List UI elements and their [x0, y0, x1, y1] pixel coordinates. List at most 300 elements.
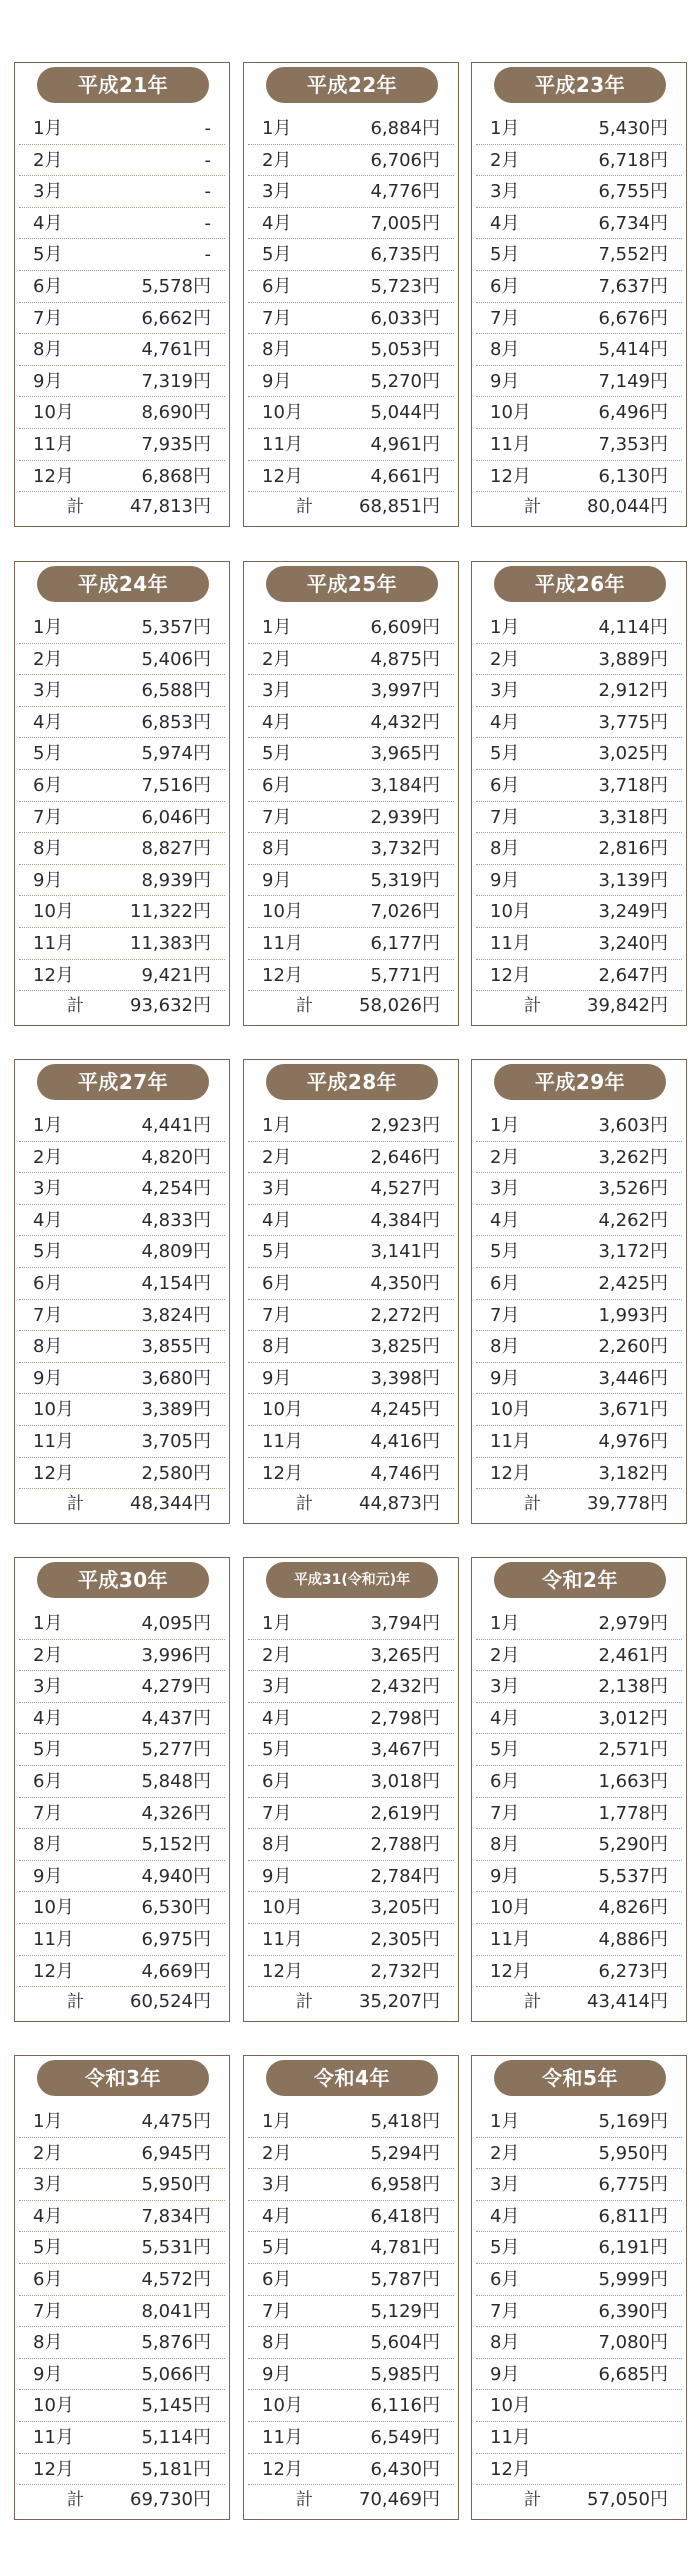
year-table [243, 62, 459, 527]
month-row [19, 896, 225, 928]
month-label: 9月 [490, 869, 520, 891]
month-label: 6月 [490, 275, 520, 297]
month-value: 3,398円 [370, 1367, 440, 1389]
month-value: 3,680円 [141, 1367, 211, 1389]
month-value: 3,018円 [370, 1770, 440, 1792]
month-row [476, 2359, 682, 2391]
month-label: 8月 [262, 339, 292, 361]
month-label: 12月 [262, 2458, 303, 2480]
month-row [248, 2296, 454, 2328]
month-label: 12月 [490, 1462, 531, 1484]
year-total-row [472, 1489, 686, 1519]
month-value: 2,272円 [370, 1304, 440, 1326]
month-label: 9月 [262, 869, 292, 891]
month-row [248, 1110, 454, 1142]
month-row [19, 1640, 225, 1672]
month-row [248, 1142, 454, 1174]
month-label: 12月 [33, 465, 74, 487]
month-row [19, 1394, 225, 1426]
month-row [476, 2106, 682, 2138]
month-row [19, 113, 225, 145]
month-value: 7,637円 [598, 275, 668, 297]
month-label: 12月 [262, 1462, 303, 1484]
year-table [243, 1059, 459, 1524]
month-label: 4月 [262, 212, 292, 234]
month-row [476, 960, 682, 992]
month-row [19, 707, 225, 739]
month-value: 5,414円 [598, 339, 668, 361]
month-label: 4月 [33, 711, 63, 733]
month-label: 2月 [490, 1146, 520, 1168]
month-value: 6,706円 [370, 149, 440, 171]
month-row [248, 2327, 454, 2359]
total-label: 計 [67, 996, 84, 1016]
month-label: 5月 [490, 2237, 520, 2259]
month-row [248, 802, 454, 834]
month-row [248, 865, 454, 897]
year-total-row [244, 1489, 458, 1519]
month-label: 6月 [33, 774, 63, 796]
month-row [476, 1363, 682, 1395]
month-value: 4,254円 [141, 1178, 211, 1200]
month-row [19, 303, 225, 335]
month-value: 7,149円 [598, 370, 668, 392]
month-row [476, 1608, 682, 1640]
year-table [14, 62, 230, 527]
month-label: 3月 [33, 2174, 63, 2196]
total-label: 計 [524, 1992, 541, 2012]
month-label: 6月 [33, 1770, 63, 1792]
month-rows [472, 612, 686, 991]
month-row [476, 1703, 682, 1735]
month-label: 10月 [490, 2395, 531, 2417]
month-row [476, 865, 682, 897]
month-label: 5月 [490, 743, 520, 765]
month-row [476, 2296, 682, 2328]
year-header-pill: 平成23年 [494, 67, 666, 103]
month-value: 6,390円 [598, 2300, 668, 2322]
year-table [471, 1557, 687, 2022]
month-label: 9月 [33, 1367, 63, 1389]
month-label: 8月 [33, 339, 63, 361]
month-row [248, 644, 454, 676]
total-label: 計 [296, 996, 313, 1016]
total-value: 60,524円 [130, 1991, 211, 2012]
month-label: 6月 [262, 774, 292, 796]
month-row [248, 1363, 454, 1395]
month-row [19, 1426, 225, 1458]
month-row [476, 1268, 682, 1300]
month-value: 3,249円 [598, 901, 668, 923]
month-label: 12月 [490, 465, 531, 487]
month-label: 1月 [490, 1115, 520, 1136]
month-label: 4月 [490, 2205, 520, 2227]
month-value: 5,169円 [598, 2111, 668, 2132]
month-value: - [204, 244, 211, 266]
month-value: 2,260円 [598, 1336, 668, 1358]
month-value: 6,530円 [141, 1897, 211, 1919]
month-row [19, 1829, 225, 1861]
month-row [476, 2138, 682, 2170]
month-value: 5,152円 [141, 1834, 211, 1856]
month-row [476, 176, 682, 208]
month-value: 5,290円 [598, 1834, 668, 1856]
month-value: 5,129円 [370, 2300, 440, 2322]
month-label: 2月 [33, 1644, 63, 1666]
month-label: 6月 [262, 2268, 292, 2290]
month-row [19, 2169, 225, 2201]
month-value: 4,886円 [598, 1928, 668, 1950]
month-value: 3,775円 [598, 711, 668, 733]
month-value: 5,418円 [370, 2111, 440, 2132]
month-value: 4,572円 [141, 2268, 211, 2290]
month-row [476, 1956, 682, 1988]
month-value: 9,421円 [141, 964, 211, 986]
total-value: 39,778円 [587, 1493, 668, 1514]
month-label: 8月 [490, 838, 520, 860]
month-value: 6,191円 [598, 2237, 668, 2259]
month-row [248, 366, 454, 398]
month-value: 6,945円 [141, 2142, 211, 2164]
total-label: 計 [67, 497, 84, 517]
month-value: 4,833円 [141, 1209, 211, 1231]
month-row [476, 802, 682, 834]
month-row [476, 1829, 682, 1861]
month-label: 6月 [262, 1770, 292, 1792]
month-label: 11月 [262, 1928, 303, 1950]
month-label: 12月 [33, 2458, 74, 2480]
month-label: 10月 [262, 1897, 303, 1919]
month-row [248, 2201, 454, 2233]
month-row [248, 612, 454, 644]
month-row [19, 1892, 225, 1924]
month-value: 5,277円 [141, 1739, 211, 1761]
month-row [19, 865, 225, 897]
month-label: 4月 [262, 711, 292, 733]
month-label: 10月 [490, 901, 531, 923]
month-label: 9月 [262, 1367, 292, 1389]
month-value: 6,662円 [141, 307, 211, 329]
month-row [19, 2390, 225, 2422]
month-row [19, 334, 225, 366]
month-row [248, 145, 454, 177]
month-label: 5月 [262, 244, 292, 266]
month-value: 6,884円 [370, 118, 440, 139]
month-label: 11月 [490, 2426, 531, 2448]
total-value: 57,050円 [587, 2489, 668, 2510]
month-value: 5,044円 [370, 402, 440, 424]
month-row [476, 770, 682, 802]
year-total-row [472, 1987, 686, 2017]
month-value: 2,923円 [370, 1115, 440, 1136]
month-value: 4,940円 [141, 1865, 211, 1887]
total-value: 58,026円 [359, 995, 440, 1016]
month-value: - [204, 181, 211, 203]
month-label: 3月 [262, 1676, 292, 1698]
total-label: 計 [524, 497, 541, 517]
month-label: 9月 [33, 1865, 63, 1887]
month-row [19, 1268, 225, 1300]
month-row [19, 2232, 225, 2264]
month-row [248, 1458, 454, 1490]
month-value: 6,496円 [598, 402, 668, 424]
month-row [19, 1300, 225, 1332]
month-value: 4,976円 [598, 1430, 668, 1452]
month-row [19, 2138, 225, 2170]
month-row [476, 1892, 682, 1924]
month-value: 5,974円 [141, 743, 211, 765]
month-label: 6月 [490, 1770, 520, 1792]
month-label: 1月 [262, 2111, 292, 2132]
month-value: 4,961円 [370, 433, 440, 455]
month-row [19, 1608, 225, 1640]
month-value: 3,184円 [370, 774, 440, 796]
month-value: 5,787円 [370, 2268, 440, 2290]
month-label: 11月 [33, 1928, 74, 1950]
year-header-pill: 令和2年 [494, 1562, 666, 1598]
month-row [248, 1829, 454, 1861]
year-header-pill: 平成24年 [37, 566, 209, 602]
month-row [476, 707, 682, 739]
month-label: 3月 [262, 1178, 292, 1200]
year-header-pill: 平成27年 [37, 1064, 209, 1100]
year-table [14, 1059, 230, 1524]
month-row [248, 2454, 454, 2486]
month-label: 8月 [262, 1336, 292, 1358]
month-row [476, 303, 682, 335]
month-label: 1月 [33, 1613, 63, 1634]
month-row [19, 1703, 225, 1735]
month-label: 5月 [262, 743, 292, 765]
month-value: 7,834円 [141, 2205, 211, 2227]
month-value: 4,154円 [141, 1272, 211, 1294]
month-label: 11月 [33, 932, 74, 954]
month-label: 2月 [262, 1644, 292, 1666]
month-row [248, 896, 454, 928]
month-row [19, 1798, 225, 1830]
month-label: 3月 [33, 1178, 63, 1200]
month-row [476, 1236, 682, 1268]
month-row [248, 770, 454, 802]
month-label: 3月 [262, 181, 292, 203]
month-value: 5,537円 [598, 1865, 668, 1887]
month-value: 7,005円 [370, 212, 440, 234]
month-value: 3,182円 [598, 1462, 668, 1484]
month-value: 3,467円 [370, 1739, 440, 1761]
month-row [476, 1331, 682, 1363]
month-label: 7月 [262, 1802, 292, 1824]
month-value: 4,669円 [141, 1960, 211, 1982]
month-row [476, 2201, 682, 2233]
month-value: 2,619円 [370, 1802, 440, 1824]
month-row [19, 2454, 225, 2486]
month-label: 6月 [262, 275, 292, 297]
month-label: 9月 [490, 1367, 520, 1389]
month-label: 2月 [33, 648, 63, 670]
month-label: 11月 [33, 2426, 74, 2448]
month-value: 6,676円 [598, 307, 668, 329]
month-value: 4,279円 [141, 1676, 211, 1698]
month-value: 6,130円 [598, 465, 668, 487]
month-value: 5,531円 [141, 2237, 211, 2259]
year-header-pill: 令和4年 [266, 2060, 438, 2096]
month-value: 3,172円 [598, 1241, 668, 1263]
month-value: 6,685円 [598, 2363, 668, 2385]
month-value: 3,526円 [598, 1178, 668, 1200]
total-label: 計 [296, 2490, 313, 2510]
total-value: 80,044円 [587, 496, 668, 517]
month-row [476, 1734, 682, 1766]
month-value: 6,734円 [598, 212, 668, 234]
month-row [19, 1110, 225, 1142]
month-value: 8,041円 [141, 2300, 211, 2322]
month-row [476, 334, 682, 366]
month-label: 10月 [33, 1399, 74, 1421]
year-total-row [472, 492, 686, 522]
month-label: 7月 [33, 1802, 63, 1824]
month-value: 5,357円 [141, 617, 211, 638]
month-label: 3月 [490, 2174, 520, 2196]
total-label: 計 [524, 996, 541, 1016]
month-label: 7月 [490, 307, 520, 329]
month-value: 5,114円 [141, 2426, 211, 2448]
month-row [248, 1671, 454, 1703]
month-value: 6,811円 [598, 2205, 668, 2227]
month-row [476, 1458, 682, 1490]
month-value: - [204, 118, 211, 139]
month-row [19, 2327, 225, 2359]
month-value: 1,993円 [598, 1304, 668, 1326]
month-label: 4月 [33, 212, 63, 234]
month-value: 2,979円 [598, 1613, 668, 1634]
month-row [476, 1671, 682, 1703]
month-label: 2月 [262, 1146, 292, 1168]
month-row [19, 1766, 225, 1798]
month-label: 2月 [262, 648, 292, 670]
month-row [476, 2327, 682, 2359]
month-row [248, 1798, 454, 1830]
month-label: 4月 [33, 1209, 63, 1231]
month-value: 1,778円 [598, 1802, 668, 1824]
month-value: 3,205円 [370, 1897, 440, 1919]
month-value: 4,416円 [370, 1430, 440, 1452]
month-value: 2,432円 [370, 1676, 440, 1698]
month-row [248, 303, 454, 335]
month-row [248, 1640, 454, 1672]
month-row [19, 1173, 225, 1205]
month-label: 2月 [33, 149, 63, 171]
month-label: 7月 [490, 806, 520, 828]
month-value: 2,647円 [598, 964, 668, 986]
month-row [248, 113, 454, 145]
month-label: 8月 [262, 1834, 292, 1856]
month-label: 8月 [490, 1834, 520, 1856]
month-value: 5,848円 [141, 1770, 211, 1792]
month-label: 12月 [490, 2458, 531, 2480]
month-row [19, 1671, 225, 1703]
month-label: 12月 [33, 1960, 74, 1982]
month-row [19, 1458, 225, 1490]
month-value: 11,322円 [130, 901, 211, 923]
month-label: 5月 [33, 1739, 63, 1761]
month-row [19, 208, 225, 240]
month-value: 3,718円 [598, 774, 668, 796]
month-value: 3,824円 [141, 1304, 211, 1326]
month-label: 2月 [490, 149, 520, 171]
month-row [476, 1173, 682, 1205]
month-value: 7,935円 [141, 433, 211, 455]
month-row [248, 738, 454, 770]
month-rows [244, 113, 458, 492]
month-row [19, 2201, 225, 2233]
month-row [248, 1734, 454, 1766]
month-value: 3,446円 [598, 1367, 668, 1389]
month-label: 12月 [262, 1960, 303, 1982]
month-row [476, 1300, 682, 1332]
month-value: 6,853円 [141, 711, 211, 733]
month-label: 11月 [490, 1928, 531, 1950]
month-row [476, 2169, 682, 2201]
month-row [19, 145, 225, 177]
month-label: 3月 [490, 181, 520, 203]
month-row [248, 928, 454, 960]
month-label: 2月 [262, 149, 292, 171]
month-label: 4月 [262, 1707, 292, 1729]
month-value: 2,912円 [598, 680, 668, 702]
month-row [19, 2359, 225, 2391]
month-row [248, 1205, 454, 1237]
month-row [19, 1331, 225, 1363]
month-value: 3,262円 [598, 1146, 668, 1168]
year-total-row [15, 1987, 229, 2017]
year-table [471, 1059, 687, 1524]
month-row [19, 833, 225, 865]
month-row [476, 1394, 682, 1426]
month-value: 8,827円 [141, 838, 211, 860]
month-label: 7月 [33, 2300, 63, 2322]
month-label: 5月 [490, 1241, 520, 1263]
month-label: 3月 [33, 680, 63, 702]
total-value: 70,469円 [359, 2489, 440, 2510]
total-value: 35,207円 [359, 1991, 440, 2012]
month-value: 3,389円 [141, 1399, 211, 1421]
month-label: 2月 [33, 1146, 63, 1168]
month-row [19, 1205, 225, 1237]
month-value: 5,053円 [370, 339, 440, 361]
month-row [476, 2454, 682, 2486]
month-value: 2,798円 [370, 1707, 440, 1729]
month-value: 4,820円 [141, 1146, 211, 1168]
month-row [248, 239, 454, 271]
month-value: 4,776円 [370, 181, 440, 203]
month-row [19, 1363, 225, 1395]
month-row [248, 271, 454, 303]
month-label: 5月 [262, 1241, 292, 1263]
month-label: 8月 [33, 1834, 63, 1856]
month-value: 7,026円 [370, 901, 440, 923]
month-row [248, 397, 454, 429]
total-label: 計 [524, 1494, 541, 1514]
month-value: 3,139円 [598, 869, 668, 891]
month-row [19, 1861, 225, 1893]
month-rows [472, 1608, 686, 1987]
month-label: 9月 [490, 1865, 520, 1887]
month-value: 5,950円 [598, 2142, 668, 2164]
month-value: 5,985円 [370, 2363, 440, 2385]
month-row [248, 2232, 454, 2264]
month-row [248, 2169, 454, 2201]
month-row [19, 1734, 225, 1766]
